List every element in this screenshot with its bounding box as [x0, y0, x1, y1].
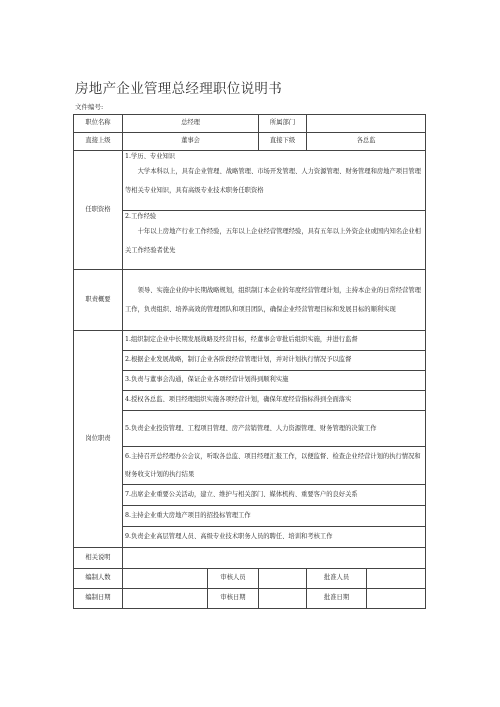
duty-item: 3.负责与董事会沟通，保证企业各项经营计划得到顺利实施: [123, 371, 426, 391]
overview-text: 领导、实施企业的中长期战略规划，组织制订本企业的年度经营管理计划，主持本企业的日常经营管理工作，负责组织、培养高效的管理团队和项目团队，确保企业经营管理目标和发展目标的顺利实现: [125, 287, 421, 313]
duty-row: [74, 447, 426, 485]
approver-value: [367, 569, 426, 589]
duty-item: 2.根据企业发展战略，制订企业各阶段经营管理计划，并对计划执行情况予以监督: [123, 351, 426, 371]
duty-row: [74, 527, 426, 548]
review-date-label: 审核日期: [208, 589, 259, 609]
approve-date-label: 批准日期: [307, 589, 367, 609]
duty-row: [74, 371, 426, 391]
direct-subordinate-value: 各总监: [307, 133, 426, 151]
prepared-by-label: 编制人数: [74, 569, 123, 589]
notes-label: 相关说明: [74, 548, 123, 569]
duty-item: 1.组织制定企业中长期发展战略及经营目标，经董事会审批后组织实施，并进行监督: [123, 331, 426, 351]
review-date-value: [259, 589, 307, 609]
department-value: [307, 115, 426, 133]
row-signoff-dates: [74, 589, 426, 609]
duty-item: 8.主持企业重大房地产项目的招投标管理工作: [123, 506, 426, 527]
row-qualifications-1: [74, 151, 426, 211]
direct-subordinate-label: 直接下级: [259, 133, 307, 151]
experience-cell: [123, 211, 426, 270]
row-overview: [74, 270, 426, 331]
duty-row: [74, 506, 426, 527]
notes-value: [123, 548, 426, 569]
duty-item: 5.负责企业投资管理、工程项目管理、房产营销管理、人力资源管理、财务管理的决策工作: [123, 411, 426, 447]
qualifications-label: 任职资格: [74, 151, 123, 270]
reviewer-label: 审核人员: [208, 569, 259, 589]
row-notes: [74, 548, 426, 569]
prepared-by-value: [123, 569, 208, 589]
prepared-date-label: 编制日期: [74, 589, 123, 609]
duty-row: [74, 331, 426, 351]
duty-row: [74, 351, 426, 371]
row-signoff-people: [74, 569, 426, 589]
row-superior: [74, 133, 426, 151]
approve-date-value: [367, 589, 426, 609]
duty-item: 4.授权各总监、项目经理组织实施各项经营计划，确保年度经营指标得到全面落实: [123, 391, 426, 411]
department-label: 所属部门: [259, 115, 307, 133]
document-title: 房地产企业管理总经理职位说明书: [75, 81, 282, 97]
direct-superior-value: 董事会: [123, 133, 259, 151]
duty-item: 7.出席企业重要公关活动，建立、维护与相关部门、媒体机构、重要客户的良好关系: [123, 485, 426, 506]
duty-item: 9.负责企业高层管理人员、高级专业技术职务人员的聘任、培训和考核工作: [123, 527, 426, 548]
row-qualifications-2: [74, 211, 426, 270]
duties-label: 岗位职责: [74, 331, 123, 548]
job-description-table: [73, 114, 426, 609]
position-name-value: 总经理: [123, 115, 259, 133]
direct-superior-label: 直接上级: [74, 133, 123, 151]
duty-row: [74, 411, 426, 447]
experience-text: 十年以上房地产行业工作经验，五年以上企业经营管理经验，具有五年以上外资企业或国内知名企业相关工作经验者优先: [125, 228, 421, 254]
education-heading: 1.学历、专业知识: [125, 153, 176, 160]
position-name-label: 职位名称: [74, 115, 123, 133]
reviewer-value: [259, 569, 307, 589]
prepared-date-value: [123, 589, 208, 609]
approver-label: 批准人员: [307, 569, 367, 589]
education-text: 大学本科以上，具有企业管理、战略管理、市场开发管理、人力资源管理、财务管理和房地产项目管理等相关专业知识，具有高级专业技术职务任职资格: [125, 168, 421, 194]
education-cell: [123, 151, 426, 211]
duty-item: 6.主持召开总经理办公会议，听取各总监、项目经理汇报工作，以便监督、检查企业经营计划的执行情况和财务收支计划的执行结果: [123, 447, 426, 485]
overview-cell: [123, 270, 426, 331]
overview-label: 职责概要: [74, 270, 123, 331]
file-number-label: 文件编号:: [75, 103, 104, 111]
duty-row: [74, 391, 426, 411]
experience-heading: 2.工作经验: [125, 213, 157, 220]
duty-row: [74, 485, 426, 506]
row-position-name: [74, 115, 426, 133]
